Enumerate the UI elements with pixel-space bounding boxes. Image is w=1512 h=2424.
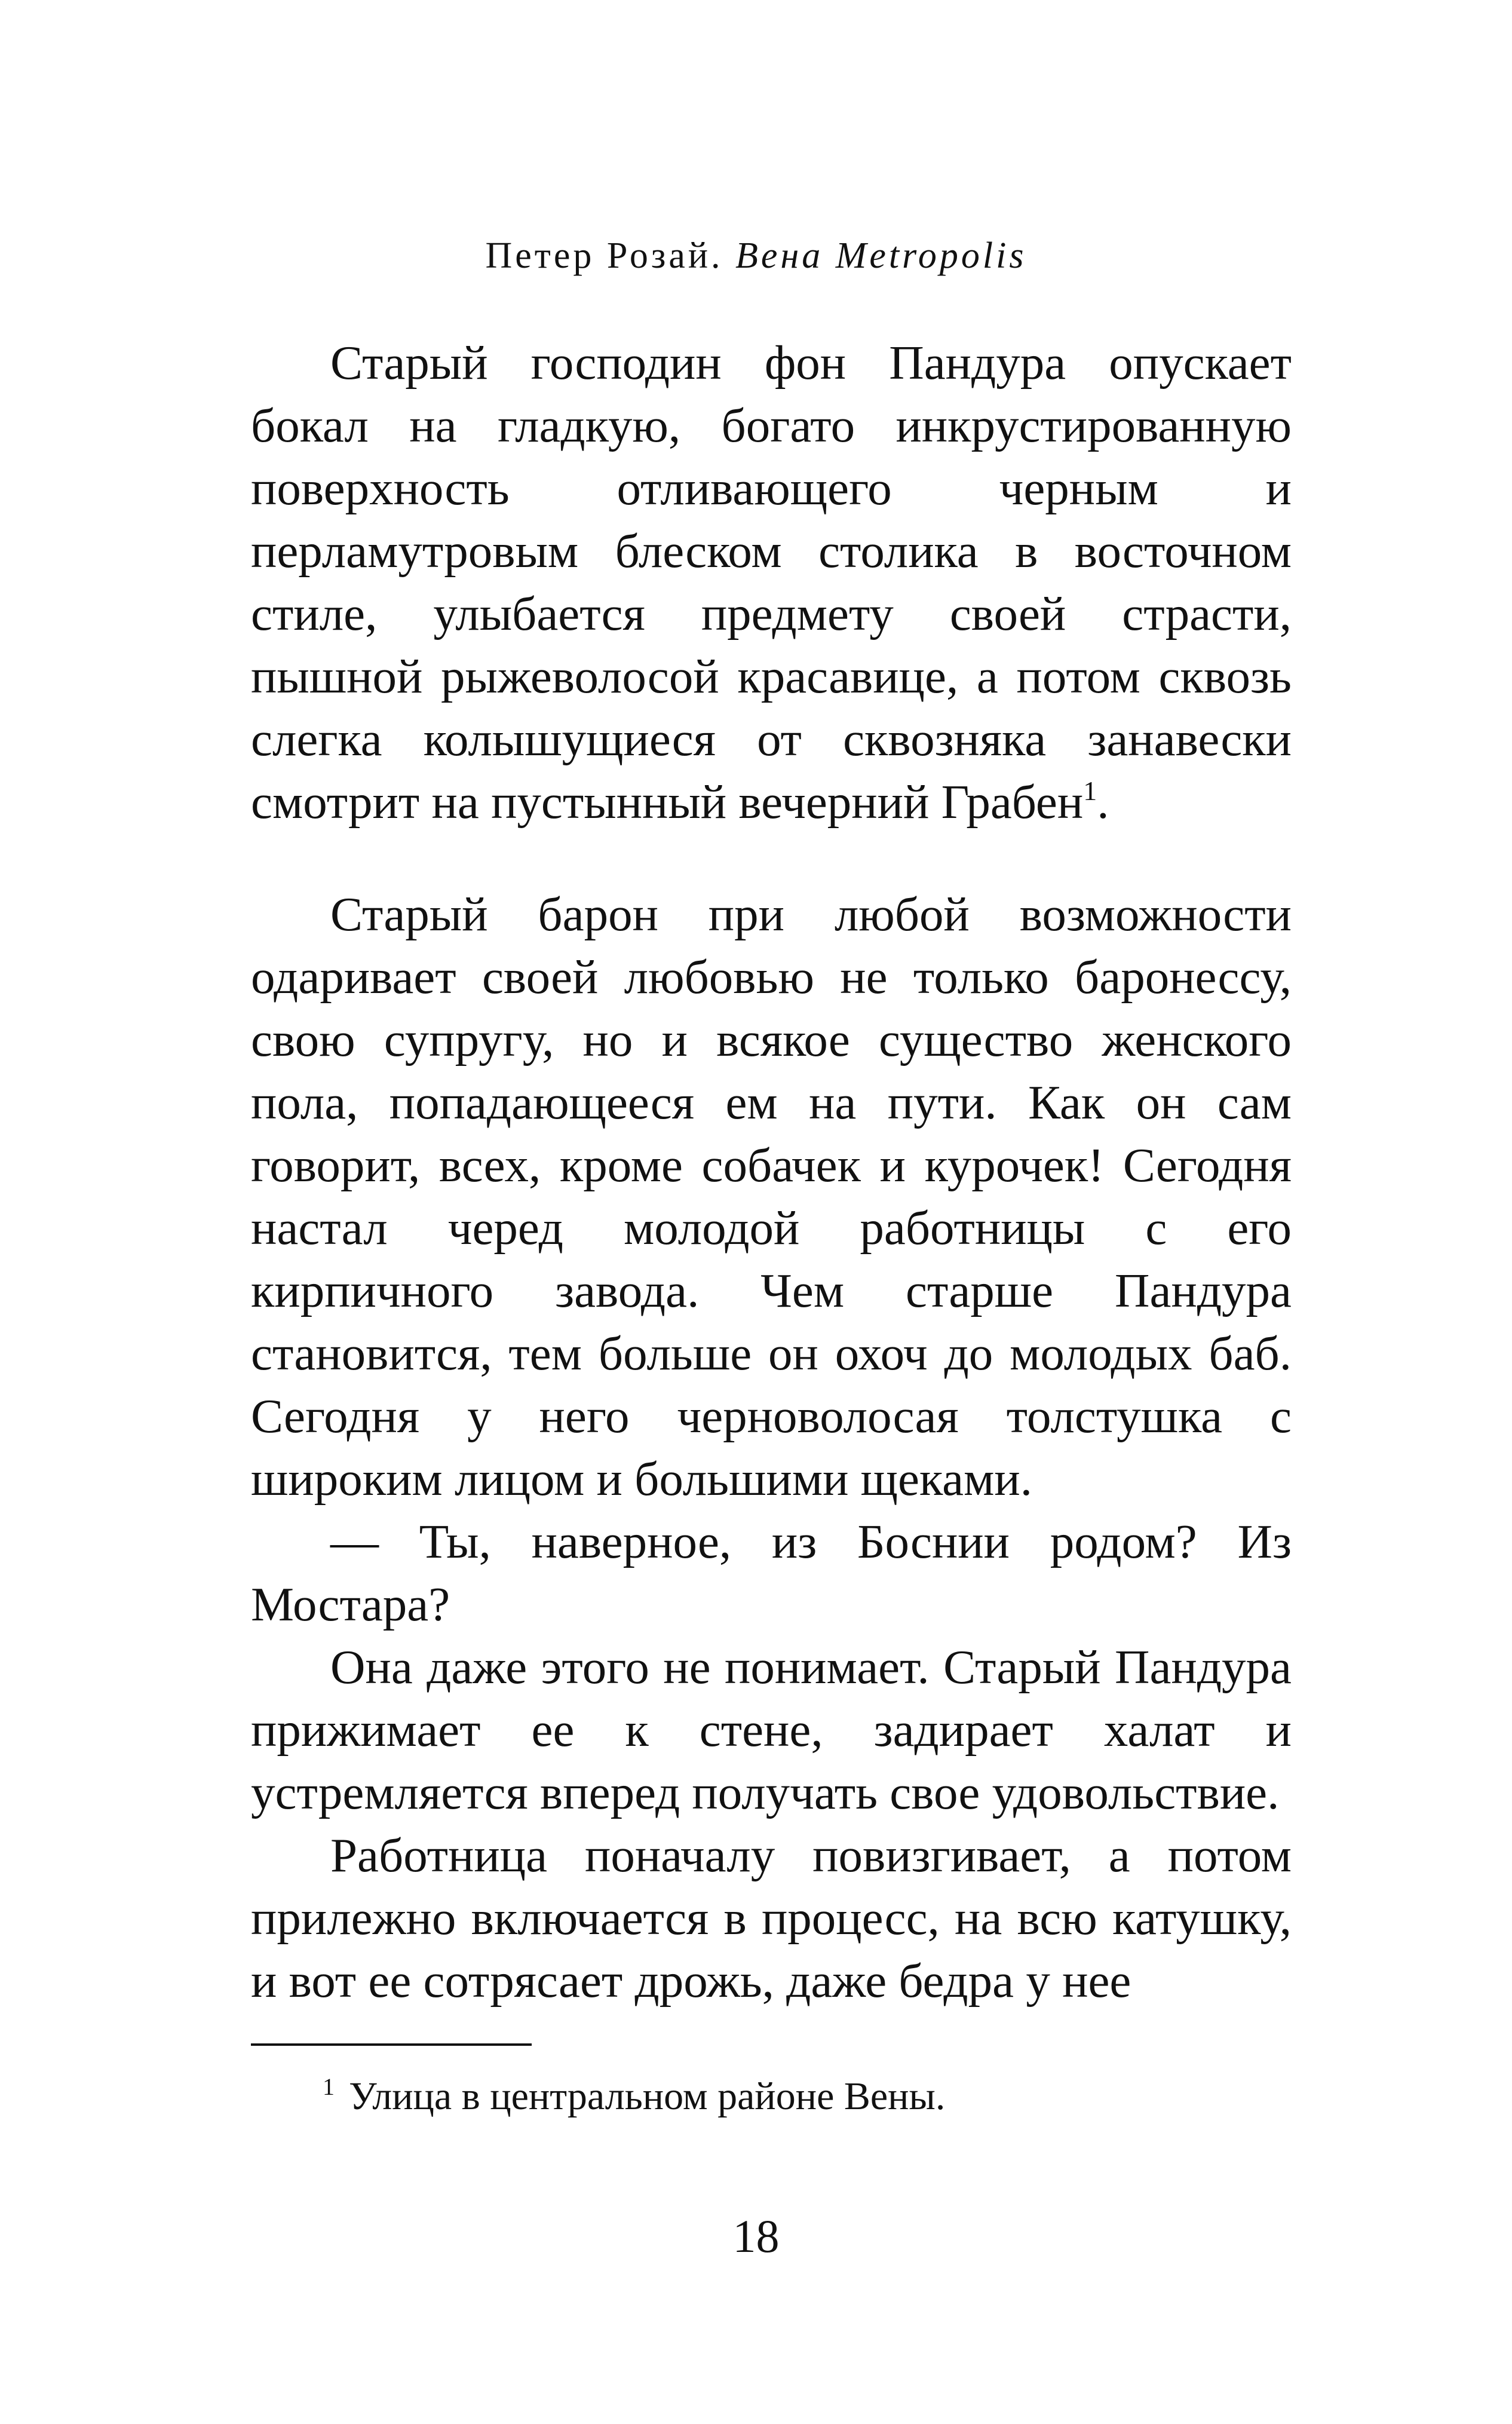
- paragraph-punctuation: .: [1097, 775, 1109, 829]
- footnote-separator: [251, 2043, 532, 2046]
- text-block-2: [251, 883, 1292, 2012]
- paragraph-dialogue: — Ты, наверное, из Боснии родом? Из Мостара?: [251, 1515, 1292, 1631]
- text-block-1: [251, 332, 1292, 833]
- running-head-author: Петер Розай.: [485, 235, 736, 276]
- footnote: [323, 2071, 945, 2122]
- paragraph: Старый барон при любой возможности одаривает своей любовью не только баронессу, свою супругу, но и всякое существо женского пола, попадающееся ем на пути. Как он сам говорит, всех, кроме собачек и курочек! Сегодня настал черед молодой работницы с его кирпичного завода. Чем старше Пандура становится, тем больше он охоч до молодых баб. Сегодня у него черноволосая толстушка с широким лицом и большими щеками.: [251, 887, 1292, 1506]
- running-head: [0, 232, 1512, 280]
- footnote-text: Улица в центральном районе Вены.: [349, 2074, 946, 2118]
- footnote-reference: 1: [1083, 776, 1097, 806]
- footnote-number: 1: [323, 2073, 335, 2100]
- paragraph: Работница поначалу повизгивает, а потом прилежно включается в процесс, на всю катушку, и вот ее сотрясает дрожь, даже бедра у нее: [251, 1828, 1292, 2008]
- paragraph-text: Старый господин фон Пандура опускает бокал на гладкую, богато инкрустированную поверхность отливающего черным и перламутровым блеском столика в восточном стиле, улыбается предмету своей страсти, пышной рыжеволосой красавице, а потом сквозь слегка колышущиеся от сквозняка занавески смотрит на пустынный вечерний Грабен: [251, 336, 1292, 829]
- running-head-title: Вена Metropolis: [735, 235, 1027, 276]
- paragraph: [251, 332, 1292, 833]
- page-number: 18: [732, 2210, 780, 2262]
- paragraph: Она даже этого не понимает. Старый Пандура прижимает ее к стене, задирает халат и устремляется вперед получать свое удовольствие.: [251, 1640, 1292, 1819]
